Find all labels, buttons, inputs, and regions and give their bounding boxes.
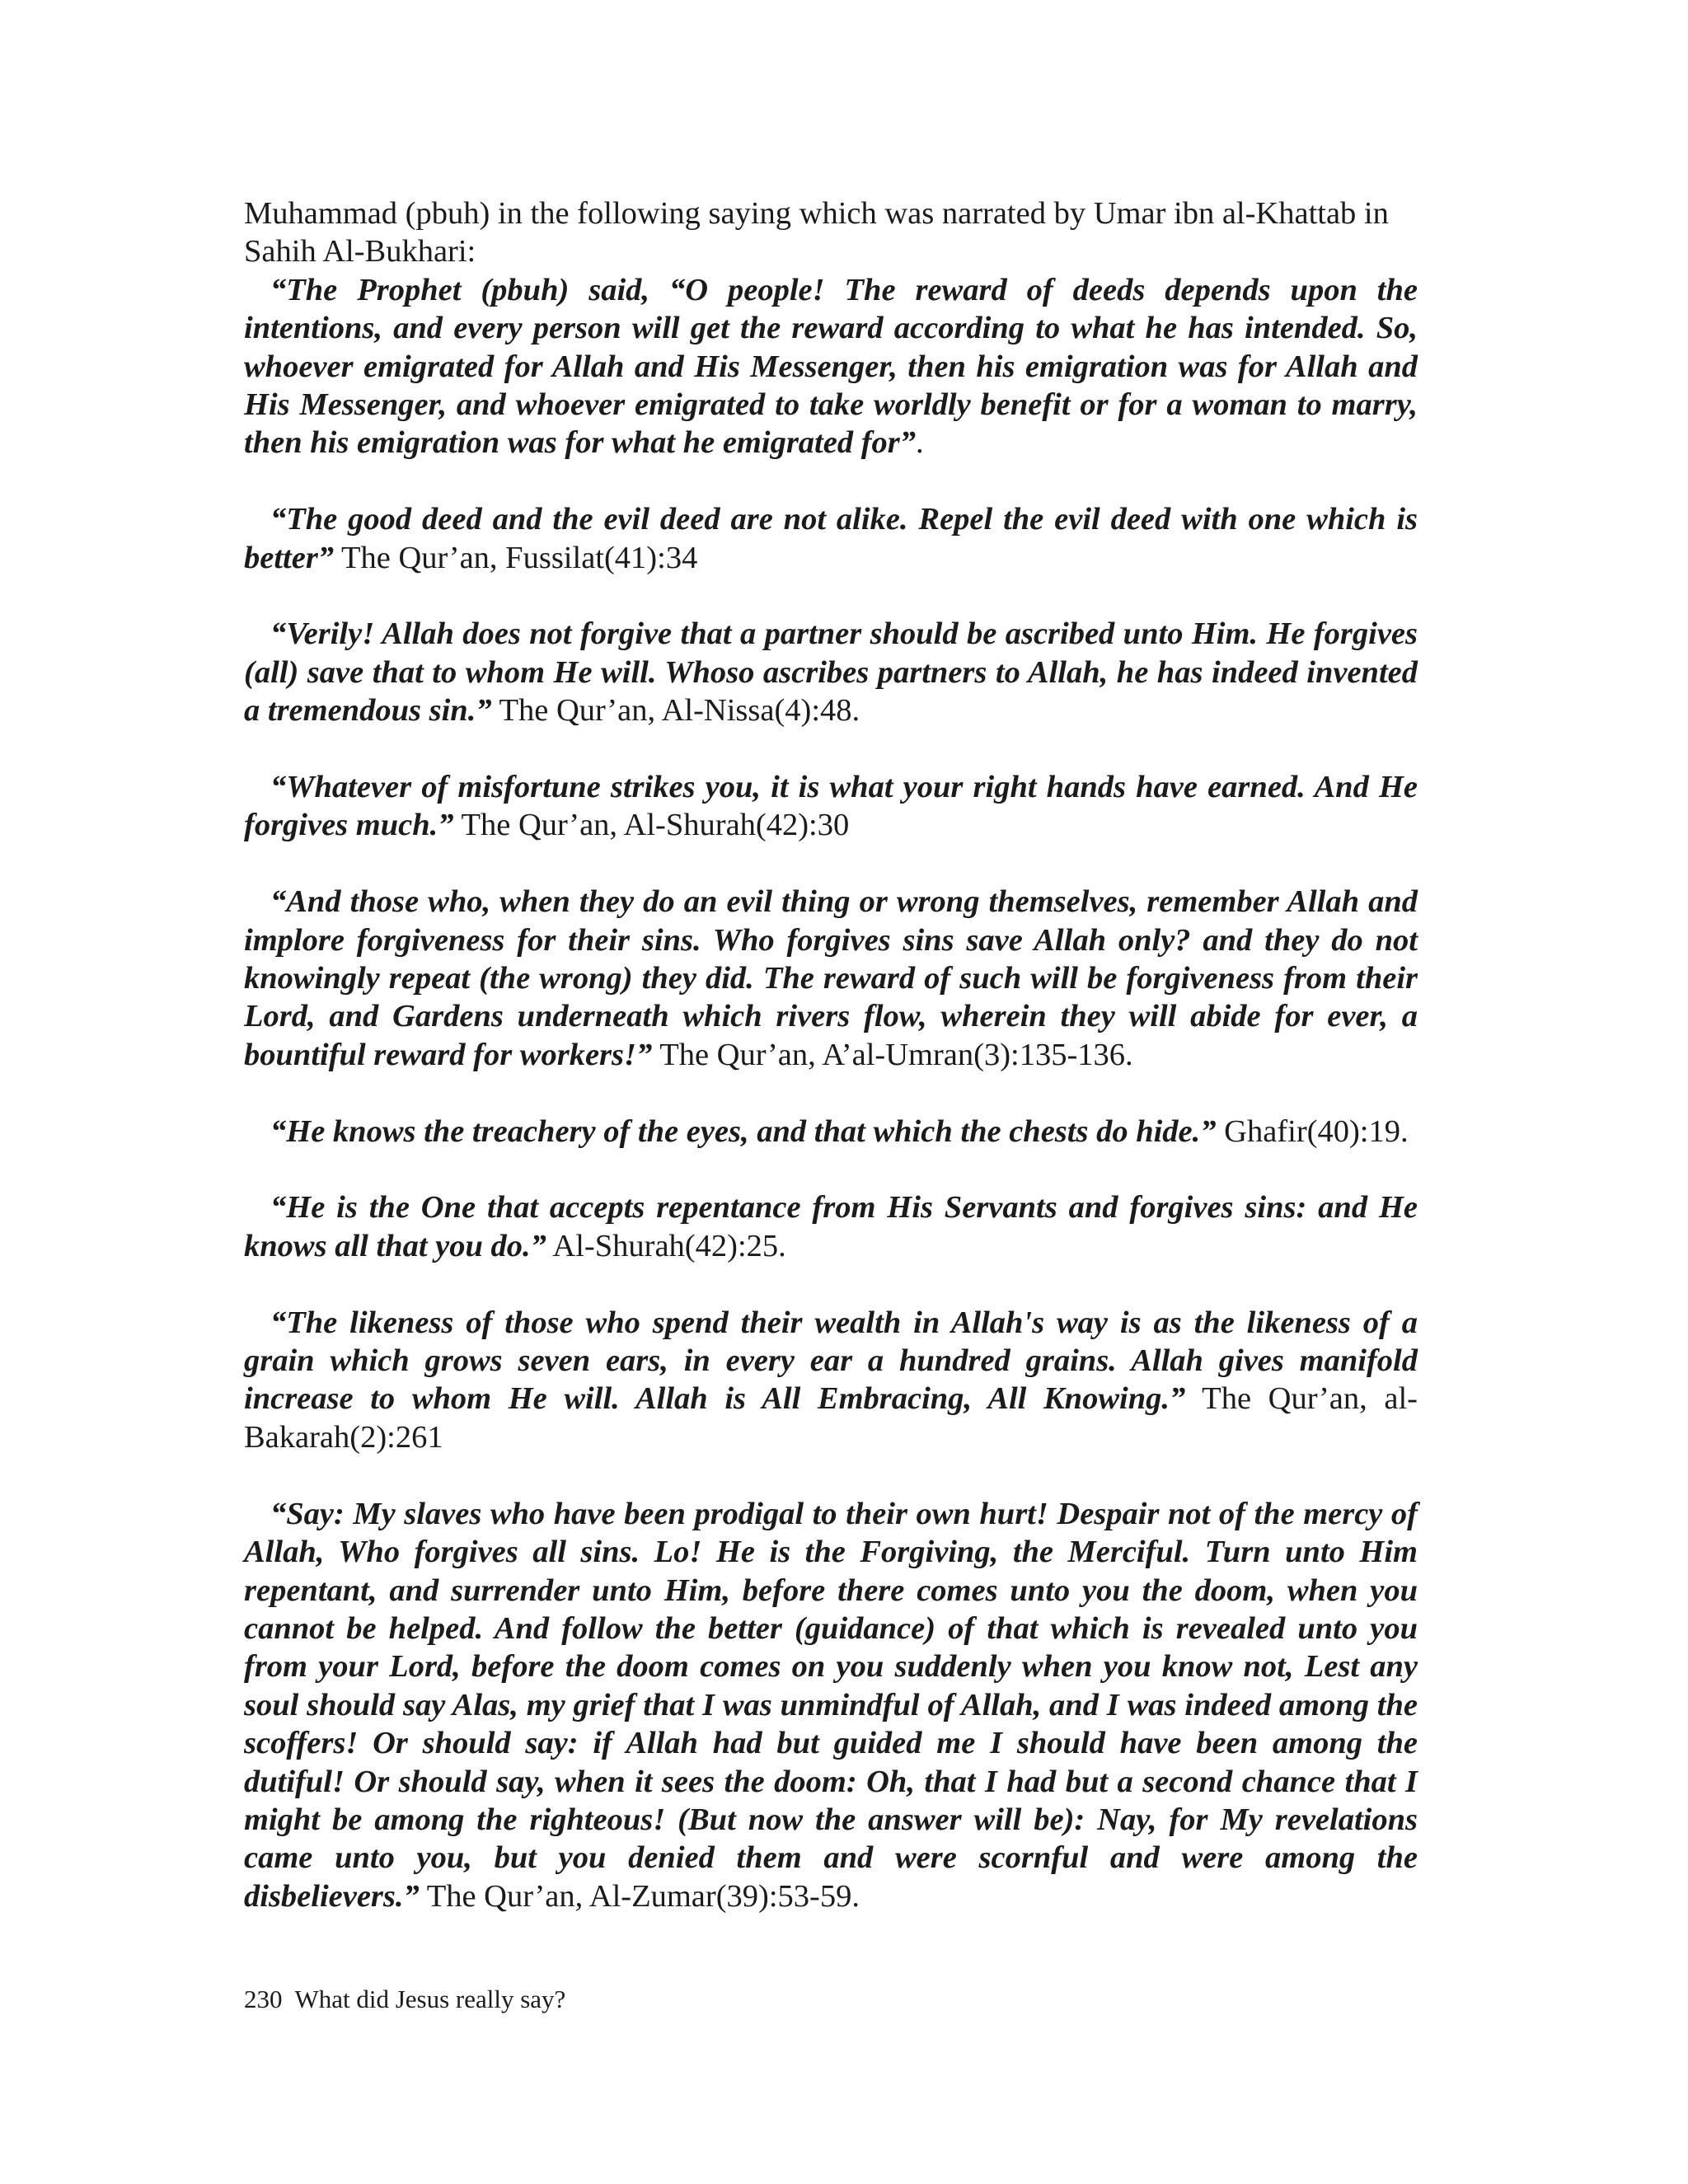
quote-text: “Whatever of misfortune strikes you, it is what your right hands have earned. And He forgives much.” bbox=[244, 770, 1418, 843]
quote-source: The Qur’an, A’al-Umran(3):135-136. bbox=[652, 1037, 1133, 1072]
quote-text: “The likeness of those who spend their wealth in Allah's way is as the likeness of a grain which grows seven ears, in every ear a hundred grains. Allah gives manifold increase to whom He will. Allah is All Embracing, All Knowing.” bbox=[244, 1305, 1418, 1417]
quote-ghafir bbox=[244, 1113, 1418, 1151]
quote-al-bakarah bbox=[244, 1304, 1418, 1457]
quote-hadith-intentions bbox=[244, 271, 1418, 462]
page-number: 230 bbox=[244, 1985, 283, 2013]
quote-text: “Say: My slaves who have been prodigal to their own hurt! Despair not of the mercy of Allah, Who forgives all sins. Lo! He is the Forgiving, the Merciful. Turn unto Him repentant, and surrender unto Him, before there comes unto you the doom, when you cannot be helped. And follow the better (guidance) of that which is revealed unto you from your Lord, before the doom comes on you suddenly when you know not, Lest any soul should say Alas, my grief that I was unmindful of Allah, and I was indeed among the scoffers! Or should say: if Allah had but guided me I should have been among the dutiful! Or should say, when it sees the doom: Oh, that I had but a second chance that I might be among the righteous! (But now the answer will be): Nay, for My revelations came unto you, but you denied them and were scornful and were among the disbelievers.” bbox=[244, 1496, 1418, 1914]
quote-text: “And those who, when they do an evil thing or wrong themselves, remember Allah and implore forgiveness for their sins. Who forgives sins save Allah only? and they do not knowingly repeat (the wrong) they did. The reward of such will be forgiveness from their Lord, and Gardens underneath which rivers flow, wherein they will abide for ever, a bountiful reward for workers!” bbox=[244, 884, 1418, 1072]
quote-source: The Qur’an, Al-Zumar(39):53-59. bbox=[419, 1878, 860, 1914]
quote-source: The Qur’an, Al-Nissa(4):48. bbox=[491, 693, 860, 729]
intro-paragraph: Muhammad (pbuh) in the following saying which was narrated by Umar ibn al-Khattab in Sahih Al-Bukhari: bbox=[244, 196, 1389, 269]
quote-aal-umran bbox=[244, 883, 1418, 1074]
quote-al-shurah-25 bbox=[244, 1188, 1418, 1265]
quote-text: “He is the One that accepts repentance from His Servants and forgives sins: and He knows all that you do.” bbox=[244, 1190, 1418, 1263]
running-title: What did Jesus really say? bbox=[294, 1985, 566, 2013]
quote-source: Ghafir(40):19. bbox=[1216, 1113, 1409, 1149]
quote-text: “He knows the treachery of the eyes, and that which the chests do hide.” bbox=[270, 1113, 1217, 1149]
page-body bbox=[244, 194, 1418, 1915]
quote-fussilat bbox=[244, 500, 1418, 577]
quote-text: “The good deed and the evil deed are not alike. Repel the evil deed with one which is better” bbox=[244, 502, 1418, 575]
quote-text: “Verily! Allah does not forgive that a partner should be ascribed unto Him. He forgives (all) save that to whom He will. Whoso ascribes partners to Allah, he has indeed invented a tremendous sin.” bbox=[244, 616, 1418, 729]
quote-al-shurah-30 bbox=[244, 768, 1418, 845]
quote-source: Al-Shurah(42):25. bbox=[546, 1228, 786, 1263]
quote-source: The Qur’an, Fussilat(41):34 bbox=[334, 540, 698, 575]
page-footer bbox=[244, 1985, 565, 2014]
quote-al-zumar bbox=[244, 1495, 1418, 1915]
quote-source: . bbox=[916, 425, 924, 461]
quote-source: The Qur’an, al-Bakarah(2):261 bbox=[244, 1381, 1418, 1455]
quote-text: “The Prophet (pbuh) said, “O people! The reward of deeds depends upon the intentions, and every person will get the reward according to what he has intended. So, whoever emigrated for Allah and His Messenger, then his emigration was for Allah and His Messenger, and whoever emigrated to take worldly benefit or for a woman to marry, then his emigration was for what he emigrated for” bbox=[244, 272, 1418, 461]
quote-al-nissa bbox=[244, 615, 1418, 729]
quote-source: The Qur’an, Al-Shurah(42):30 bbox=[453, 808, 850, 843]
